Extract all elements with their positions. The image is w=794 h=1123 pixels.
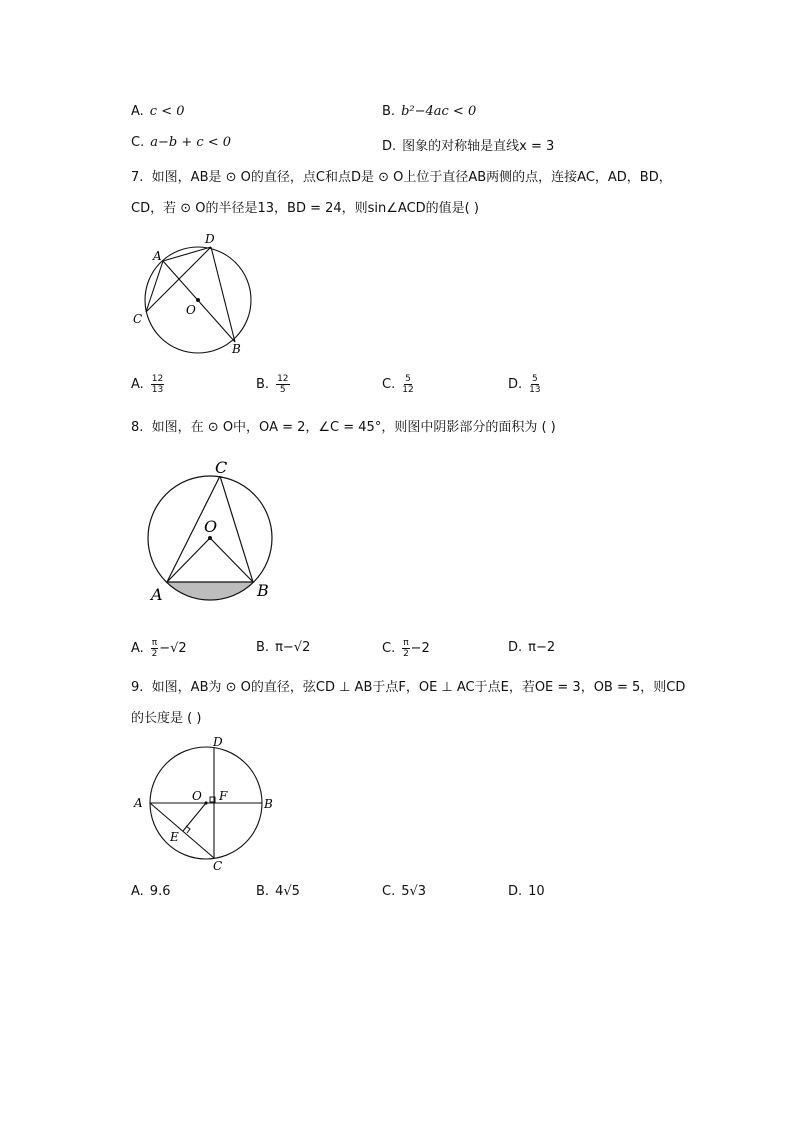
q7-label-b: B [232, 342, 241, 356]
q7-option-a: A. $\frac{12}{13}$ [131, 374, 164, 395]
q9-number: 9. [131, 680, 144, 695]
q9-option-a: A. 9.6 [131, 884, 171, 899]
q8-segment-bc [220, 476, 253, 582]
q9-text-line1: 如图，AB为 ⊙ O的直径，弦CD ⊥ AB于点F，OE ⊥ AC于点E，若OE = 3，OB = 5，则CD [151, 680, 686, 695]
q9-label-a: A [134, 796, 143, 810]
q9-label-c: C [213, 859, 223, 873]
q6-option-b: B. b²−4ac < 0 [382, 104, 477, 119]
q9-label-d: D [213, 735, 223, 749]
q9-figure [128, 733, 288, 873]
q7-number: 7. [131, 170, 144, 185]
q8-option-b: B. π−√2 [256, 640, 311, 655]
q7-label-a: A [153, 249, 162, 263]
q9-stem-line1 [131, 676, 685, 695]
q8-figure [140, 455, 285, 605]
q9-center-point [204, 801, 207, 804]
q7-stem-line1 [131, 166, 672, 185]
q8-label-o: O [204, 517, 218, 536]
q9-right-angle-e [186, 826, 190, 833]
q7-label-d: D [205, 232, 215, 246]
q9-label-f: F [219, 789, 228, 803]
q7-option-b: B. $\frac{12}{5}$ [256, 374, 289, 395]
q6-option-a: A. c < 0 [131, 104, 185, 119]
q7-center-point [196, 298, 200, 302]
q8-center-point [208, 536, 212, 540]
q8-text-line1: 如图，在 ⊙ O中，OA = 2，∠C = 45°，则图中阴影部分的面积为 ( ) [151, 420, 556, 435]
q6-option-c: C. a−b + c < 0 [131, 135, 232, 150]
q7-figure [128, 228, 268, 358]
q7-label-c: C [133, 312, 143, 326]
q9-option-b: B. 4√5 [256, 884, 300, 899]
q9-label-b: B [264, 797, 273, 811]
q8-label-b: B [257, 581, 269, 600]
q8-label-c: C [215, 458, 228, 477]
q7-option-c: C. $\frac{5}{12}$ [382, 374, 414, 395]
q9-option-c: C. 5√3 [382, 884, 427, 899]
q8-option-d: D. π−2 [508, 640, 556, 655]
q9-option-d: D. 10 [508, 884, 545, 899]
q7-option-d: D. $\frac{5}{13}$ [508, 374, 541, 395]
q9-chord-ac [150, 803, 214, 858]
q7-text-line1: 如图，AB是 ⊙ O的直径，点C和点D是 ⊙ O上位于直径AB两侧的点，连接AC，AD，BD， [151, 170, 672, 185]
q7-label-o: O [186, 303, 196, 317]
q8-stem-line1 [131, 416, 556, 435]
q8-segment-oa [167, 538, 210, 582]
q8-shaded-segment [167, 582, 253, 599]
q8-option-a: A. $\frac{\pi}{2}$ −√2 [131, 638, 187, 659]
q7-stem-line2: CD，若 ⊙ O的半径是13，BD = 24，则sin∠ACD的值是( ) [131, 201, 479, 216]
q8-label-a: A [151, 585, 163, 604]
q8-option-c: C. $\frac{\pi}{2}$ −2 [382, 638, 430, 659]
q9-label-e: E [170, 830, 179, 844]
q8-number: 8. [131, 420, 144, 435]
q7-segment-ac [146, 261, 163, 312]
q9-label-o: O [192, 789, 202, 803]
q6-option-d: D. 图象的对称轴是直线x = 3 [382, 139, 555, 154]
q9-stem-line2: 的长度是 ( ) [131, 711, 202, 726]
